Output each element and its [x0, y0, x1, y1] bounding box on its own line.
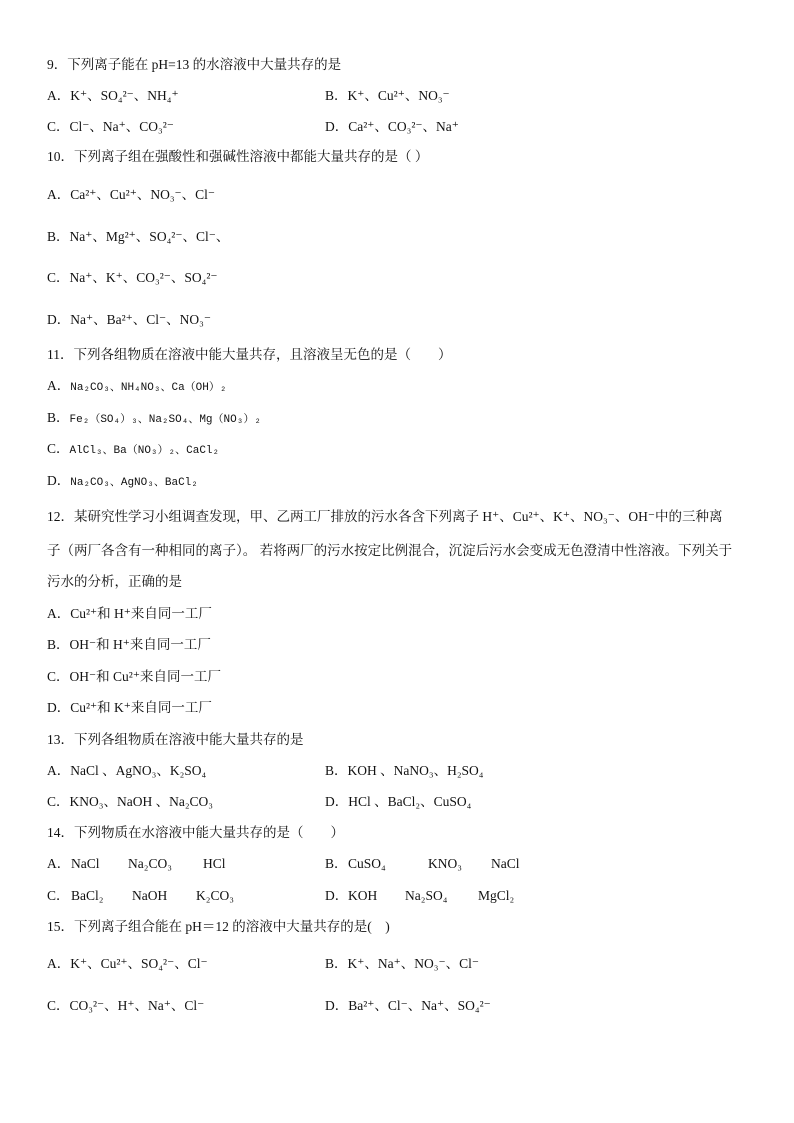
option-d [47, 471, 198, 491]
option-a [47, 376, 226, 396]
option-label: C． [47, 270, 70, 285]
option-b [325, 954, 479, 974]
option-b [47, 227, 229, 247]
option-label: A． [47, 378, 71, 393]
option-item: NaCl [71, 856, 100, 871]
option-text: Ba²⁺、Cl⁻、Na⁺、SO₄²⁻ [348, 998, 491, 1013]
question-stem [47, 730, 304, 750]
option-text: K⁺、Cu²⁺、NO₃⁻ [347, 88, 450, 103]
option-label: A． [47, 606, 71, 621]
option-text: Na₂CO₃、NH₄NO₃、Ca（OH）₂ [70, 382, 227, 394]
option-text: KNO₃、NaOH 、Na₂CO₃ [69, 794, 213, 809]
option-text: Na⁺、Ba²⁺、Cl⁻、NO₃⁻ [70, 312, 211, 327]
question-number: 15． [47, 919, 74, 934]
option-b [325, 86, 450, 106]
option-text: CO₃²⁻、H⁺、Na⁺、Cl⁻ [69, 998, 205, 1013]
option-a [47, 854, 287, 874]
option-text: K⁺、Na⁺、NO₃⁻、Cl⁻ [347, 956, 479, 971]
option-text: Ca²⁺、CO₃²⁻、Na⁺ [348, 119, 459, 134]
option-a [47, 604, 212, 624]
option-item: NaCl [491, 856, 520, 871]
option-text: Fe₂（SO₄）₃、Na₂SO₄、Mg（NO₃）₂ [69, 414, 261, 426]
option-d [47, 310, 211, 330]
question-stem [47, 823, 344, 843]
option-item: K₂CO₃ [196, 888, 234, 903]
option-label: A． [47, 763, 71, 778]
option-c [47, 117, 174, 137]
option-label: B． [47, 637, 70, 652]
option-a [47, 86, 179, 106]
option-item: NaOH [132, 888, 168, 903]
option-item: MgCl₂ [478, 888, 515, 903]
question-number: 13． [47, 732, 74, 747]
option-text: Ca²⁺、Cu²⁺、NO₃⁻、Cl⁻ [70, 187, 216, 202]
option-text: Cl⁻、Na⁺、CO₃²⁻ [69, 119, 174, 134]
option-item: CuSO₄ [348, 856, 386, 871]
option-d [325, 117, 459, 137]
option-label: C． [47, 998, 70, 1013]
question-text: 下列离子能在 pH=13 的水溶液中大量共存的是 [67, 57, 342, 72]
option-item: KOH [348, 888, 378, 903]
option-label: D． [47, 700, 71, 715]
option-text: OH⁻和 H⁺来自同一工厂 [69, 637, 211, 652]
option-label: B． [325, 856, 348, 871]
option-a [47, 761, 206, 781]
option-label: B． [47, 229, 70, 244]
question-number: 11． [47, 347, 74, 362]
question-stem [47, 147, 428, 167]
option-text: KOH 、NaNO₃、H₂SO₄ [347, 763, 484, 778]
option-c [47, 886, 287, 906]
option-text: HCl 、BaCl₂、CuSO₄ [348, 794, 472, 809]
option-label: C． [47, 669, 70, 684]
question-text: 下列各组物质在溶液中能大量共存，且溶液呈无色的是（ ） [73, 347, 452, 362]
question-text: 下列物质在水溶液中能大量共存的是（ ） [74, 825, 344, 840]
option-text: Na⁺、Mg²⁺、SO₄²⁻、Cl⁻、 [69, 229, 230, 244]
question-number: 10． [47, 149, 74, 164]
question-number: 12． [47, 509, 74, 524]
option-label: B． [47, 410, 70, 425]
option-label: B． [325, 88, 348, 103]
option-text: Cu²⁺和 H⁺来自同一工厂 [70, 606, 212, 621]
option-label: D． [325, 119, 349, 134]
question-number: 9． [47, 57, 68, 72]
option-label: D． [325, 998, 349, 1013]
option-text: AlCl₃、Ba（NO₃）₂、CaCl₂ [69, 445, 220, 457]
option-text: OH⁻和 Cu²⁺来自同一工厂 [69, 669, 221, 684]
option-item: Na₂CO₃ [128, 856, 172, 871]
option-label: D． [325, 888, 349, 903]
option-label: D． [47, 473, 71, 488]
option-label: B． [325, 956, 348, 971]
question-stem [47, 55, 341, 75]
question-text: 下列各组物质在溶液中能大量共存的是 [74, 732, 304, 747]
option-label: A． [47, 956, 71, 971]
option-label: D． [325, 794, 349, 809]
option-label: C． [47, 441, 70, 456]
option-d [325, 886, 565, 906]
option-item: HCl [203, 856, 226, 871]
question-text: 下列离子组合能在 pH＝12 的溶液中大量共存的是( ) [74, 919, 390, 934]
option-text: K⁺、Cu²⁺、SO₄²⁻、Cl⁻ [70, 956, 208, 971]
option-item: KNO₃ [428, 856, 462, 871]
option-text: K⁺、SO₄²⁻、NH₄⁺ [70, 88, 179, 103]
option-b [47, 408, 261, 428]
question-stem [47, 507, 723, 527]
option-label: A． [47, 856, 71, 871]
option-label: C． [47, 888, 70, 903]
option-item: Na₂SO₄ [405, 888, 448, 903]
question-text-line-1: 某研究性学习小组调查发现，甲、乙两工厂排放的污水各含下列离子 H⁺、Cu²⁺、K⁺、NO₃⁻、OH⁻中的三种离 [74, 509, 723, 524]
option-c [47, 667, 221, 687]
option-text: Na₂CO₃、AgNO₃、BaCl₂ [70, 477, 198, 489]
question-text-line-3: 污水的分析，正确的是 [47, 574, 182, 589]
option-b [325, 761, 484, 781]
option-label: A． [47, 187, 71, 202]
option-b [325, 854, 565, 874]
question-text-line-2: 子（两厂各含有一种相同的离子）。 若将两厂的污水按定比例混合，沉淀后污水会变成无色澄清中性溶液。下列关于 [47, 543, 733, 558]
option-a [47, 185, 215, 205]
option-a [47, 954, 208, 974]
option-d [325, 792, 471, 812]
question-stem [47, 917, 390, 937]
option-label: C． [47, 119, 70, 134]
option-text: Na⁺、K⁺、CO₃²⁻、SO₄²⁻ [69, 270, 218, 285]
option-d [47, 698, 212, 718]
option-text: NaCl 、AgNO₃、K₂SO₄ [70, 763, 207, 778]
option-c [47, 792, 213, 812]
option-item: BaCl₂ [71, 888, 104, 903]
option-b [47, 635, 211, 655]
option-text: Cu²⁺和 K⁺来自同一工厂 [70, 700, 212, 715]
option-c [47, 996, 204, 1016]
question-number: 14． [47, 825, 74, 840]
option-c [47, 439, 219, 459]
question-stem [47, 345, 452, 365]
question-text: 下列离子组在强酸性和强碱性溶液中都能大量共存的是（ ） [74, 149, 429, 164]
option-label: A． [47, 88, 71, 103]
option-c [47, 268, 218, 288]
option-label: B． [325, 763, 348, 778]
option-d [325, 996, 491, 1016]
option-label: C． [47, 794, 70, 809]
option-label: D． [47, 312, 71, 327]
